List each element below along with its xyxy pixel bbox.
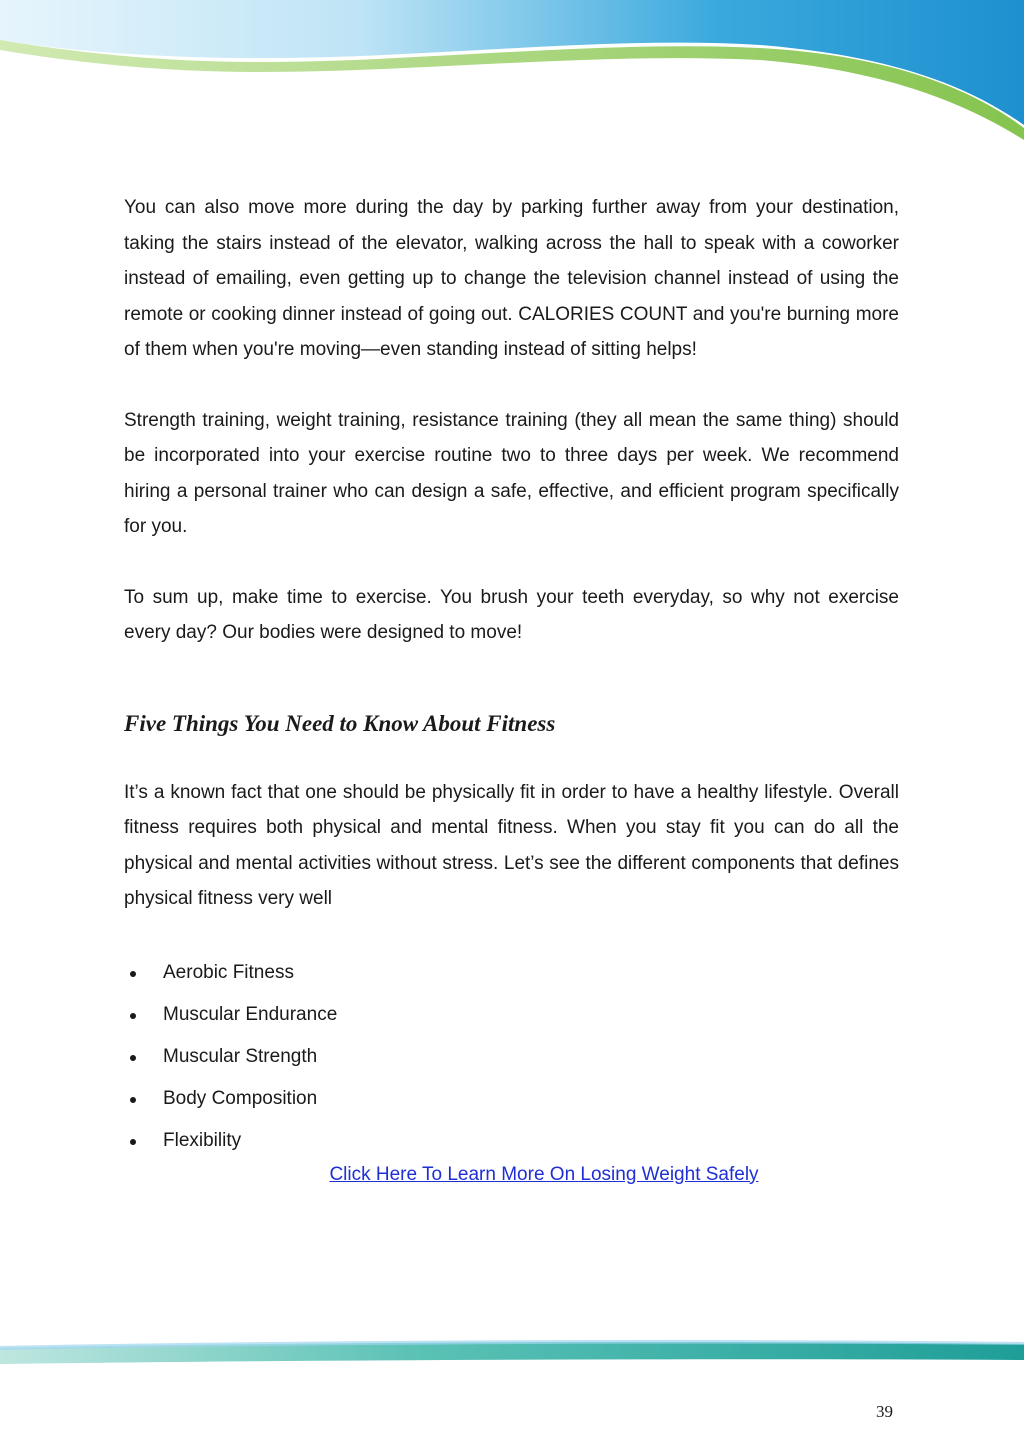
bullet-icon: [130, 1055, 136, 1061]
bullet-icon: [130, 1013, 136, 1019]
link-row: [124, 1164, 964, 1186]
fitness-components-list: [124, 952, 899, 1162]
paragraph-fitness-intro: It’s a known fact that one should be physically fit in order to have a healthy lifestyle. Overall fitness requires both physical and mental fitness. When you stay fit you can do all the physical and mental activities without stress. Let’s see the different components that defines physical fitness very well: [124, 781, 899, 909]
list-item-label: Body Composition: [163, 1087, 318, 1109]
learn-more-link[interactable]: Click Here To Learn More On Losing Weight Safely: [329, 1163, 759, 1185]
bullet-icon: [130, 971, 136, 977]
list-item: [124, 952, 899, 994]
header-wave-graphic: [0, 0, 1024, 140]
paragraph-strength-training: Strength training, weight training, resistance training (they all mean the same thing) should be incorporated into your exercise routine two to three days per week. We recommend hiring a personal trainer who can design a safe, effective, and efficient program specifically for you.: [124, 409, 899, 537]
bullet-icon: [130, 1139, 136, 1145]
page-content: [124, 190, 899, 1186]
page-number: 39: [876, 1402, 893, 1421]
list-item: [124, 994, 899, 1036]
list-item-label: Aerobic Fitness: [163, 961, 294, 983]
list-item: [124, 1036, 899, 1078]
list-item: [124, 1078, 899, 1120]
list-item: [124, 1120, 899, 1162]
list-item-label: Muscular Strength: [163, 1045, 318, 1067]
section-heading: Five Things You Need to Know About Fitness: [124, 710, 556, 736]
footer-band-graphic: [0, 1336, 1024, 1370]
list-item-label: Muscular Endurance: [163, 1003, 338, 1025]
list-item-label: Flexibility: [163, 1129, 242, 1151]
bullet-icon: [130, 1097, 136, 1103]
paragraph-sum-up: To sum up, make time to exercise. You brush your teeth everyday, so why not exercise every day? Our bodies were designed to move!: [124, 586, 899, 643]
paragraph-move-more: You can also move more during the day by parking further away from your destination, taking the stairs instead of the elevator, walking across the hall to speak with a coworker instead of emailing, even getting up to change the television channel instead of using the remote or cooking dinner instead of going out. CALORIES COUNT and you're burning more of them when you're moving—even standing instead of sitting helps!: [124, 197, 899, 360]
